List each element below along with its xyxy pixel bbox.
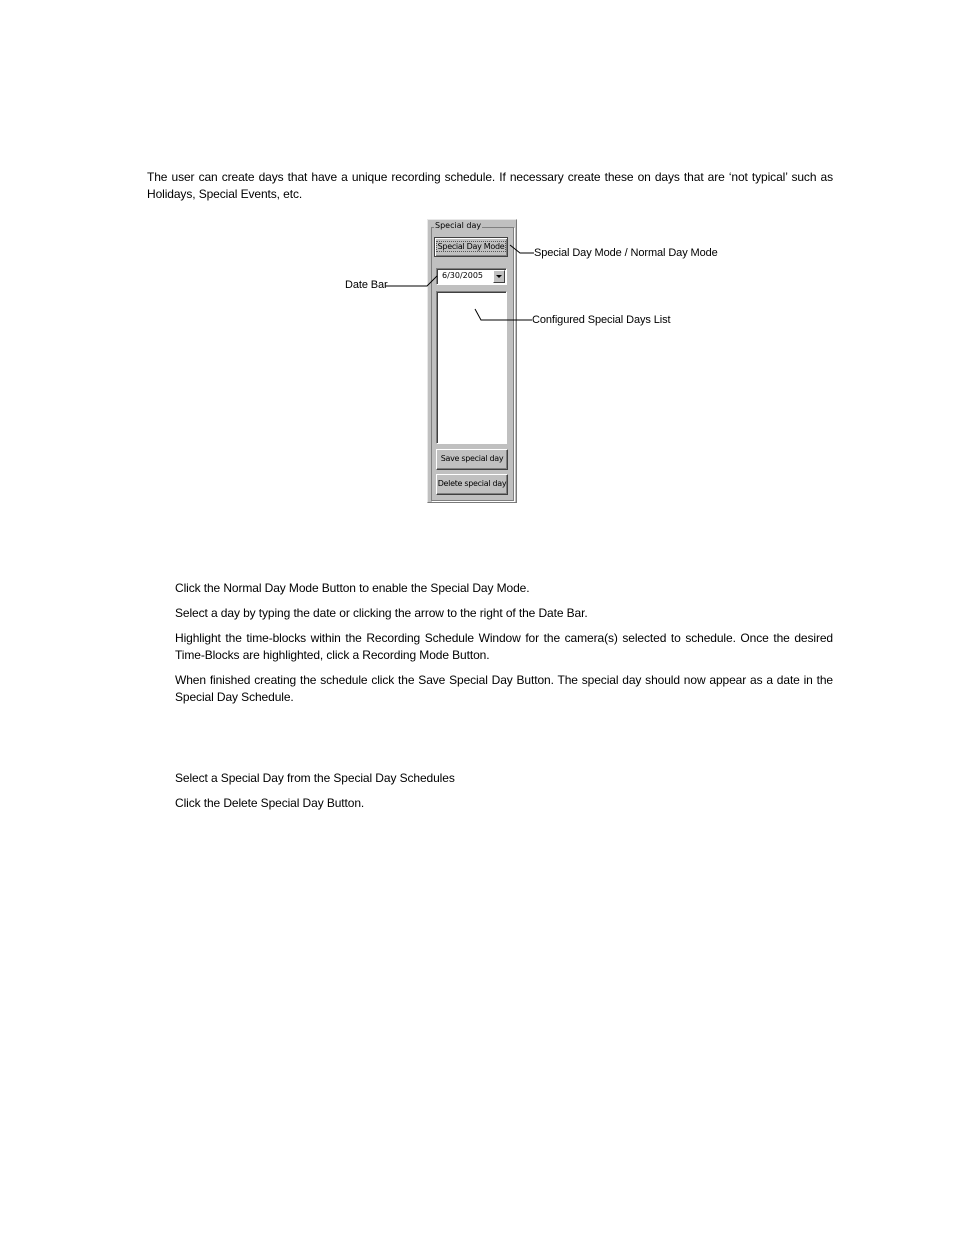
delete-step-2: Click the Delete Special Day Button. <box>175 796 365 810</box>
groupbox-title: Special day <box>435 221 482 230</box>
delete-special-day-button[interactable]: Delete special day <box>436 474 508 495</box>
chevron-down-icon[interactable] <box>493 270 505 283</box>
create-step-2: Select a day by typing the date or clicking the arrow to the right of the Date Bar. <box>175 606 588 620</box>
mode-button-label: Special Day Mode <box>437 242 505 251</box>
date-value: 6/30/2005 <box>442 271 484 280</box>
callout-special-days-list: Configured Special Days List <box>532 314 671 326</box>
save-special-day-button[interactable]: Save special day <box>436 449 508 470</box>
delete-step-1: Select a Special Day from the Special Day Schedules <box>175 771 455 785</box>
create-step-3: Highlight the time-blocks within the Recording Schedule Window for the camera(s) selected to schedule. Once the desired Time-Blocks are highlighted, click a Recording Mode Button. <box>175 631 833 662</box>
callout-date-bar: Date Bar <box>345 279 388 291</box>
date-bar[interactable] <box>436 268 507 285</box>
create-step-4: When finished creating the schedule click the Save Special Day Button. The special day should now appear as a date in the Special Day Schedule. <box>175 673 833 704</box>
special-day-mode-button[interactable] <box>434 237 508 257</box>
create-step-1: Click the Normal Day Mode Button to enable the Special Day Mode. <box>175 581 530 595</box>
callout-mode: Special Day Mode / Normal Day Mode <box>534 247 718 259</box>
special-day-panel <box>427 219 517 503</box>
intro-paragraph: The user can create days that have a unique recording schedule. If necessary create these on days that are ‘not typical’ such as Holidays, Special Events, etc. <box>147 170 833 201</box>
configured-special-days-list[interactable] <box>436 291 507 444</box>
